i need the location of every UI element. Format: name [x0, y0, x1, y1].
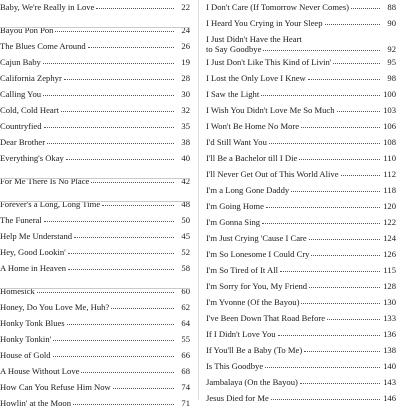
page-number: 126 — [383, 249, 396, 259]
entry-title: Cajun Baby — [0, 57, 41, 67]
entry-title: I Wish You Didn't Love Me So Much — [206, 105, 335, 115]
toc-entry — [206, 345, 396, 355]
page-number: 45 — [181, 231, 190, 241]
toc-entry — [0, 231, 190, 241]
dot-leader — [309, 287, 380, 288]
page-number: 62 — [181, 302, 190, 312]
entry-title: I'll Be a Bachelor till I Die — [206, 153, 298, 163]
toc-entry — [206, 34, 396, 54]
entry-title: The Blues Come Around — [0, 41, 86, 51]
page-number: 136 — [383, 329, 396, 339]
dot-leader — [311, 255, 380, 256]
dot-leader — [81, 372, 174, 373]
page-number: 55 — [181, 334, 190, 344]
page-number: 71 — [181, 398, 190, 408]
toc-entry — [0, 57, 190, 67]
section-rule — [0, 178, 190, 179]
toc-entry — [206, 169, 396, 179]
page-number: 100 — [383, 89, 396, 99]
page-number: 60 — [181, 286, 190, 296]
entry-title: Honky Tonk Blues — [0, 318, 65, 328]
page-number: 98 — [387, 73, 396, 83]
section-rule — [0, 288, 190, 289]
page-number: 110 — [383, 153, 396, 163]
dot-leader — [61, 111, 174, 112]
page-number: 58 — [181, 263, 190, 273]
dot-leader — [301, 127, 380, 128]
column-divider — [198, 0, 199, 400]
entry-title: If I Didn't Love You — [206, 329, 276, 339]
entry-title: Hey, Good Lookin' — [0, 247, 66, 257]
dot-leader — [269, 143, 380, 144]
page-number: 38 — [181, 137, 190, 147]
entry-title: I'm Gonna Sing — [206, 217, 261, 227]
dot-leader — [102, 205, 174, 206]
page-number: 68 — [181, 366, 190, 376]
page-number: 26 — [181, 41, 190, 51]
entry-title: I'm a Long Gone Daddy — [206, 185, 290, 195]
entry-title: Countryfied — [0, 121, 42, 131]
toc-entry — [206, 105, 396, 115]
entry-title: Jesus Died for Me — [206, 393, 269, 403]
dot-leader — [337, 111, 380, 112]
toc-entry — [206, 329, 396, 339]
entry-title: How Can You Refuse Him Now — [0, 382, 111, 392]
dot-leader — [280, 271, 380, 272]
entry-title: Cold, Cold Heart — [0, 105, 59, 115]
dot-leader — [43, 63, 174, 64]
toc-entry — [0, 247, 190, 257]
entry-title: A House Without Love — [0, 366, 80, 376]
toc-entry — [206, 393, 396, 403]
entry-title: I'm Yvonne (Of the Bayou) — [206, 297, 300, 307]
entry-title: I'm Just Crying 'Cause I Care — [206, 233, 307, 243]
page-number: 146 — [383, 393, 396, 403]
toc-entry — [0, 105, 190, 115]
entry-title: Help Me Understand — [0, 231, 73, 241]
toc-entry — [0, 89, 190, 99]
dot-leader — [43, 95, 174, 96]
page-number: 95 — [387, 57, 396, 67]
dot-leader — [66, 159, 174, 160]
entry-title: I'm Going Home — [206, 201, 264, 211]
dot-leader — [266, 207, 380, 208]
toc-entry — [0, 73, 190, 83]
page-number: 30 — [181, 89, 190, 99]
entry-title: California Zephyr — [0, 73, 62, 83]
toc-entry — [206, 249, 396, 259]
dot-leader — [74, 237, 174, 238]
toc-entry — [0, 41, 190, 51]
dot-leader — [113, 388, 174, 389]
dot-leader — [333, 63, 380, 64]
dot-leader — [262, 223, 380, 224]
toc-entry — [206, 201, 396, 211]
page-number: 28 — [181, 73, 190, 83]
dot-leader — [351, 8, 380, 9]
toc-entry — [0, 2, 190, 12]
page-number: 66 — [181, 350, 190, 360]
entry-title: Homesick — [0, 286, 35, 296]
dot-leader — [111, 308, 174, 309]
entry-title: The Funeral — [0, 215, 42, 225]
toc-entry — [0, 366, 190, 376]
page-number: 124 — [383, 233, 396, 243]
entry-title: If You'll Be a Baby (To Me) — [206, 345, 303, 355]
dot-leader — [325, 24, 381, 25]
dot-leader — [53, 340, 174, 341]
toc-entry — [206, 313, 396, 323]
page-number: 40 — [181, 153, 190, 163]
page-number: 120 — [383, 201, 396, 211]
entry-title: I Just Don't Like This Kind of Livin' — [206, 57, 332, 67]
entry-title: I'd Still Want You — [206, 137, 267, 147]
entry-title: For Me There Is No Place — [0, 176, 90, 186]
section-rule — [0, 27, 190, 28]
page-number: 140 — [383, 361, 396, 371]
toc-entry — [0, 153, 190, 163]
page-number: 106 — [383, 121, 396, 131]
page-number: 35 — [181, 121, 190, 131]
dot-leader — [44, 127, 174, 128]
toc-entry — [206, 89, 396, 99]
toc-entry — [206, 121, 396, 131]
entry-title: A Home in Heaven — [0, 263, 67, 273]
entry-title: Forever's a Long, Long Time — [0, 199, 101, 209]
entry-title: Bayou Pon Pon — [0, 25, 54, 35]
dot-leader — [261, 95, 380, 96]
page-number: 90 — [387, 18, 396, 28]
dot-leader — [291, 191, 380, 192]
dot-leader — [96, 8, 174, 9]
dot-leader — [68, 253, 174, 254]
entry-title: I'll Never Get Out of This World Alive — [206, 169, 339, 179]
entry-title: I Don't Care (If Tomorrow Never Comes) — [206, 2, 350, 12]
dot-leader — [88, 47, 174, 48]
toc-entry — [206, 265, 396, 275]
toc-entry — [206, 297, 396, 307]
toc-entry — [0, 215, 190, 225]
page-number: 92 — [387, 44, 396, 54]
entry-title: Calling You — [0, 89, 42, 99]
entry-title: Jambalaya (On the Bayou) — [206, 377, 298, 387]
dot-leader — [327, 319, 380, 320]
entry-title: Everything's Okay — [0, 153, 64, 163]
dot-leader — [47, 143, 174, 144]
page-number: 115 — [383, 265, 396, 275]
entry-title: House of Gold — [0, 350, 51, 360]
toc-entry — [0, 263, 190, 273]
entry-title: I Heard You Crying in Your Sleep — [206, 18, 323, 28]
page-number: 24 — [181, 25, 190, 35]
page-number: 133 — [383, 313, 396, 323]
dot-leader — [278, 335, 380, 336]
entry-title: I Lost the Only Love I Knew — [206, 73, 306, 83]
page-number: 52 — [181, 247, 190, 257]
entry-title: Dear Brother — [0, 137, 46, 147]
entry-title: I'm So Lonesome I Could Cry — [206, 249, 310, 259]
entry-title: Is This Goodbye — [206, 361, 264, 371]
entry-title-continued: to Say Goodbye — [206, 44, 262, 54]
page-number: 112 — [383, 169, 396, 179]
section-rule — [0, 201, 190, 202]
dot-leader — [37, 292, 174, 293]
page-number: 64 — [181, 318, 190, 328]
entry-title: I've Been Down That Road Before — [206, 313, 326, 323]
toc-entry — [206, 2, 396, 12]
entry-title: I Won't Be Home No More — [206, 121, 300, 131]
entry-title: I Saw the Light — [206, 89, 260, 99]
toc-entry — [206, 361, 396, 371]
page-number: 48 — [181, 199, 190, 209]
page-number: 88 — [387, 2, 396, 12]
page-number: 32 — [181, 105, 190, 115]
toc-entry — [206, 377, 396, 387]
toc-entry — [0, 302, 190, 312]
toc-entry — [206, 217, 396, 227]
toc-entry — [206, 185, 396, 195]
dot-leader — [300, 383, 380, 384]
page-number: 138 — [383, 345, 396, 355]
page-number: 103 — [383, 105, 396, 115]
toc-entry — [0, 121, 190, 131]
dot-leader — [68, 269, 174, 270]
page-number: 19 — [181, 57, 190, 67]
dot-leader — [55, 31, 174, 32]
page-number: 50 — [181, 215, 190, 225]
entry-title: I Just Didn't Have the Heart — [206, 34, 302, 44]
toc-entry — [206, 137, 396, 147]
dot-leader — [299, 159, 380, 160]
entry-title: Honky Tonkin' — [0, 334, 52, 344]
toc-entry — [0, 137, 190, 147]
page-number: 130 — [383, 297, 396, 307]
page-number: 118 — [383, 185, 396, 195]
dot-leader — [91, 182, 174, 183]
page-number: 128 — [383, 281, 396, 291]
page-number: 143 — [383, 377, 396, 387]
dot-leader — [309, 239, 380, 240]
dot-leader — [301, 303, 380, 304]
entry-title: Honey, Do You Love Me, Huh? — [0, 302, 110, 312]
entry-title: Baby, We're Really in Love — [0, 2, 95, 12]
page-number: 22 — [181, 2, 190, 12]
dot-leader — [44, 221, 174, 222]
toc-entry — [0, 334, 190, 344]
dot-leader — [304, 351, 380, 352]
page-number: 42 — [181, 176, 190, 186]
dot-leader — [263, 50, 380, 51]
toc-entry — [206, 73, 396, 83]
page-number: 74 — [181, 382, 190, 392]
toc-entry — [0, 382, 190, 392]
toc-entry — [206, 153, 396, 163]
toc-entry — [0, 350, 190, 360]
dot-leader — [73, 404, 174, 405]
toc-entry — [206, 281, 396, 291]
toc-entry — [206, 233, 396, 243]
entry-title: I'm So Tired of It All — [206, 265, 278, 275]
dot-leader — [341, 175, 380, 176]
dot-leader — [64, 79, 174, 80]
dot-leader — [265, 367, 380, 368]
toc-entry — [206, 18, 396, 28]
page-number: 122 — [383, 217, 396, 227]
dot-leader — [53, 356, 174, 357]
page-number: 108 — [383, 137, 396, 147]
dot-leader — [67, 324, 174, 325]
entry-title: Howlin' at the Moon — [0, 398, 72, 408]
toc-entry — [206, 57, 396, 67]
toc-entry — [0, 318, 190, 328]
entry-title: I'm Sorry for You, My Friend — [206, 281, 308, 291]
dot-leader — [308, 79, 380, 80]
